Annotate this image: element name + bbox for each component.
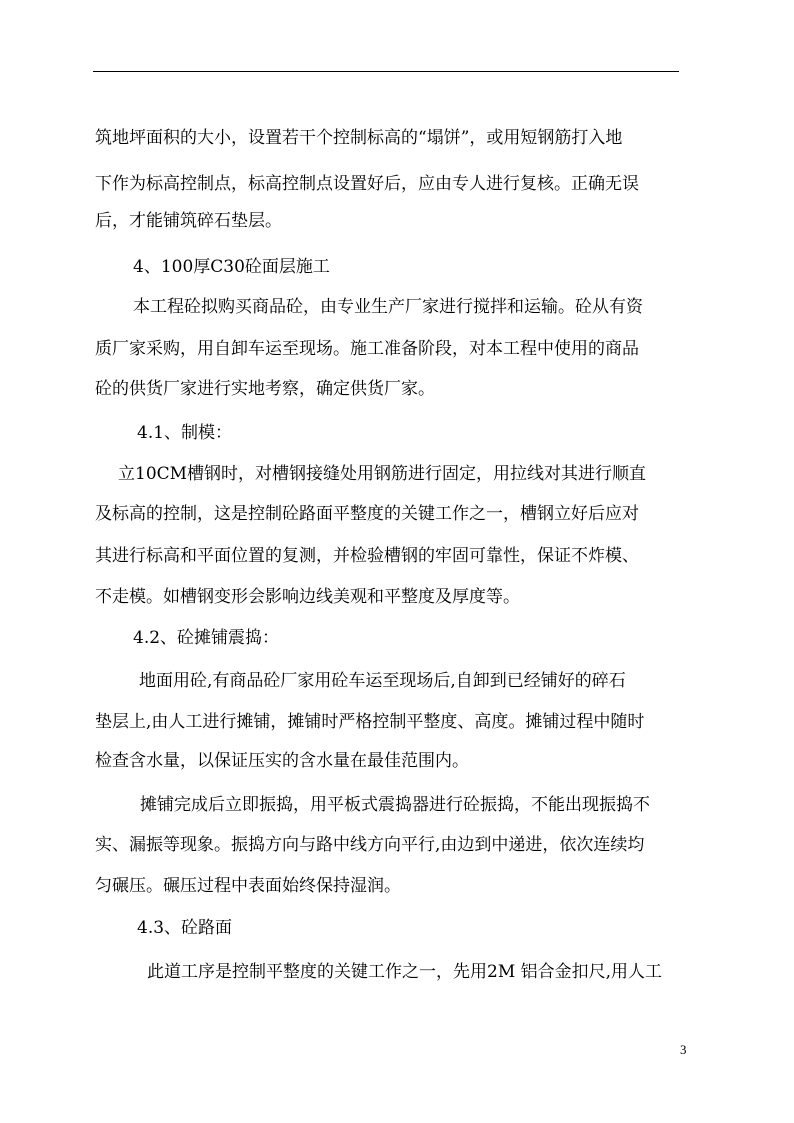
text-line: 匀碾压。碾压过程中表面始终保持湿润。 — [95, 876, 401, 896]
text-line: 此道工序是控制平整度的关键工作之一，先用2M 铝合金扣尺,用人工 — [147, 962, 663, 982]
text-line: 质厂家采购，用自卸车运至现场。施工准备阶段，对本工程中使用的商品 — [95, 339, 639, 359]
text-line: 本工程砼拟购买商品砼，由专业生产厂家进行搅拌和运输。砼从有资 — [133, 297, 643, 317]
section-heading: 4.3、砼路面 — [137, 918, 233, 938]
section-heading: 4.1、制模： — [137, 423, 233, 443]
page-number: 3 — [680, 1042, 687, 1057]
text-line: 垫层上,由人工进行摊铺，摊铺时严格控制平整度、高度。摊铺过程中随时 — [95, 712, 645, 732]
text-line: 不走模。如槽钢变形会影响边线美观和平整度及厚度等。 — [95, 587, 520, 607]
text-line: 检查含水量，以保证压实的含水量在最佳范围内。 — [95, 751, 469, 771]
section-heading: 4.2、砼摊铺震捣： — [133, 628, 280, 648]
text-line: 立10CM槽钢时，对槽钢接缝处用钢筋进行固定，用拉线对其进行顺直 — [118, 464, 647, 484]
text-line: 砼的供货厂家进行实地考察，确定供货厂家。 — [95, 379, 435, 399]
text-line: 下作为标高控制点，标高控制点设置好后，应由专人进行复核。正确无误 — [95, 174, 639, 194]
text-line: 摊铺完成后立即振捣，用平板式震捣器进行砼振捣，不能出现振捣不 — [140, 795, 650, 815]
text-line: 及标高的控制，这是控制砼路面平整度的关键工作之一，槽钢立好后应对 — [95, 504, 639, 524]
text-line: 其进行标高和平面位置的复测，并检验槽钢的牢固可靠性，保证不炸模、 — [95, 546, 639, 566]
section-heading: 4、100厚C30砼面层施工 — [133, 257, 330, 277]
header-rule — [93, 71, 679, 72]
text-line: 后，才能铺筑碎石垫层。 — [95, 211, 282, 231]
text-line: 实、漏振等现象。振捣方向与路中线方向平行,由边到中递进，依次连续均 — [95, 835, 645, 855]
text-line: 筑地坪面积的大小，设置若干个控制标高的“塌饼”，或用短钢筋打入地 — [95, 128, 623, 148]
text-line: 地面用砼,有商品砼厂家用砼车运至现场后,自卸到已经铺好的碎石 — [139, 671, 626, 691]
